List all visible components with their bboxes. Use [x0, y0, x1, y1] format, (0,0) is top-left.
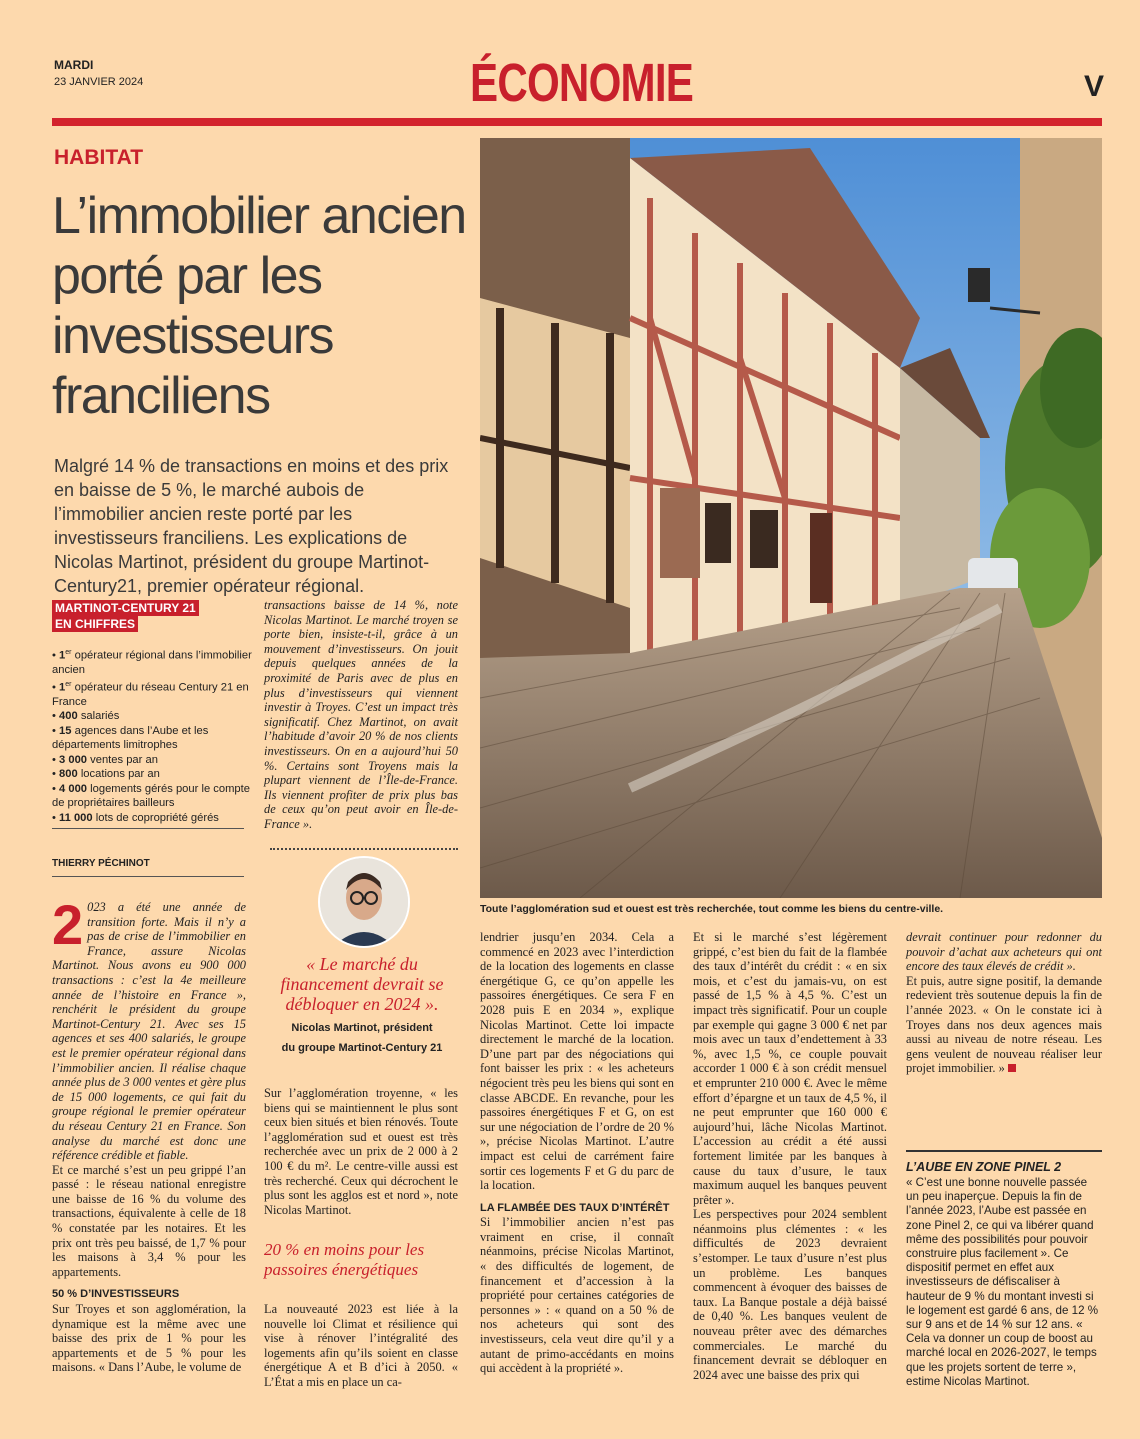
col2-paragraph-3: La nouveauté 2023 est liée à la nouvelle loi Climat et résilience qui vise à rénover l’intégralité des logements afin qu’ils soient en classe énergétique A et B d’ici à 2050. « L’État a mis en place un ca-: [264, 1302, 458, 1389]
article-headline: L’immobilier ancien porté par les investisseurs franciliens: [52, 187, 466, 425]
col1-subhead: 50 % D’INVESTISSEURS: [52, 1288, 180, 1301]
byline: THIERRY PÉCHINOT: [52, 858, 150, 869]
quote-rule: [270, 848, 458, 850]
col5-paragraph-2-text: Et puis, autre signe positif, la demande redevient très soutenue depuis la fin de l’année 2023. « On le constate ici à Troyes dans nos deux agences mais aussi au niveau de notre réseau. Les gens veulent de nouveau réaliser leur projet immobilier. »: [906, 973, 1102, 1076]
column-4: [693, 930, 887, 1382]
factbox-item-text: ventes par an: [90, 753, 158, 766]
section-title: ÉCONOMIE: [470, 53, 694, 113]
header-rule: [52, 118, 1102, 126]
col3-paragraph-2: Si l’immobilier ancien n’est pas vraiment en crise, il connaît néanmoins, précise Nicolas Martinot, « des difficultés de logement, de financement et d’accession à la propriété pour certaines catégories de personnes » : « quand on a 50 % de nos acheteurs qui sont des investisseurs, cela veut dire qu’il y a autant de primo-accédants en moins qui accèdent à la propriété ».: [480, 1215, 674, 1376]
factbox-item: • 4 000 logements gérés pour le compte de propriétaires bailleurs: [52, 782, 250, 810]
factbox-item: • 400 salariés: [52, 710, 120, 723]
col3-subhead: LA FLAMBÉE DES TAUX D’INTÉRÊT: [480, 1201, 670, 1214]
factbox-item: • 1er opérateur du réseau Century 21 en France: [52, 680, 249, 708]
col2-paragraph-2: Sur l’agglomération troyenne, « les biens qui se maintiennent le plus sont ceux bien situés et bien rénovés. Toute l’agglomération sud et ouest est très recherchée avec un prix de 2 000 à 2 100 € du m². Le centre-ville aussi est très recherché. Ceux qui décrochent le plus sont les agglos est et nord », note Nicolas Martinot.: [264, 1086, 458, 1217]
article-standfirst: Malgré 14 % de transactions en moins et des prix en baisse de 5 %, le marché aubois de l’immobilier ancien reste porté par les investisseurs franciliens. Les explications de Nicolas Martinot, président du groupe Martinot-Century21, premier opérateur régional.: [54, 456, 449, 596]
factbox-item-number: 3 000: [59, 753, 88, 766]
factbox-item-text: salariés: [80, 710, 120, 723]
factbox-item: • 15 agences dans l’Aube et les départements limitrophes: [52, 724, 209, 752]
page-mark: V: [1084, 70, 1105, 103]
factbox-item-text: locations par an: [80, 768, 160, 781]
portrait-photo: [318, 856, 410, 948]
column-2-bottom: [264, 1086, 458, 1217]
factbox-item-suffix: er: [65, 649, 72, 656]
column-2-end: [264, 1302, 458, 1390]
col1-paragraph-1: 023 a été une année de transition forte. Mais il n’y a pas de crise de l’immobilier en France, assure Nicolas Martinot. Nous avons eu 900 000 transactions : c’est la 4e meilleure année de l’histoire en France », renchérit le président du groupe Martinot-Century 21. Avec ses 15 agences et ses 400 salariés, le groupe est le premier opérateur régional dans l’immobilier ancien. Il réalise chaque année plus de 3 000 ventes et gère plus de 15 000 logements, ce qui fait du groupe régional le premier opérateur du réseau Century 21 en France. Son analyse du marché est donc une référence crédible et fiable.: [52, 900, 246, 1163]
factbox-rule: [52, 828, 244, 829]
col1-paragraph-3: Sur Troyes et son agglomération, la dynamique est la même avec une baisse des prix de 1 % pour les appartements et de 5 % pour les maisons. « Dans l’Aube, le volume de: [52, 1302, 246, 1375]
article-kicker: HABITAT: [54, 146, 144, 169]
col3-paragraph-1: lendrier jusqu’en 2034. Cela a commencé en 2023 avec l’interdiction de la location des logements en classe énergétique G, ce qu’on appelle les passoires énergétiques. Ce sera F en 2028 puis E en 2034 », explique Nicolas Martinot. Cette loi impacte directement le marché de la location. D’une part par des négociations qui font baisser les prix : « les acheteurs négocient très peu les biens qui sont en classe ABCDE. En revanche, pour les passoires énergétiques F et G, on est sur une négociation de l’ordre de 20 % », précise Nicolas Martinot. L’autre impact est celui de carrément faire sortir ces logements F et G du parc de la location.: [480, 930, 674, 1193]
factbox-item-number: 15: [59, 724, 72, 737]
factbox-title: [52, 600, 199, 632]
factbox-item-number: 11 000: [59, 811, 93, 824]
factbox-item: • 11 000 lots de copropriété gérés: [52, 811, 219, 824]
pull-quote: « Le marché du financement devrait se débloquer en 2024 ».: [280, 954, 444, 1014]
end-mark: [1008, 1064, 1016, 1072]
pull-quote-attribution-line2: du groupe Martinot-Century 21: [281, 1042, 443, 1054]
street-illustration: [480, 138, 1102, 898]
column-3: [480, 930, 674, 1376]
factbox-item-text: opérateur du réseau Century 21 en France: [52, 681, 249, 708]
column-2-top: [264, 598, 458, 832]
article-photo: [480, 138, 1102, 898]
factbox-item-number: 800: [59, 768, 78, 781]
col2-paragraph-1: transactions baisse de 14 %, note Nicolas Martinot. Le marché troyen se porte bien, insiste-t-il, grâce à un mouvement d’investisseurs. On jouit depuis quelques années de la proximité de Paris avec de plus en plus d’investisseurs qui viennent investir à Troyes. C’est un impact très significatif. Chez Martinot, on avait l’habitude d’avoir 20 % de nos clients investisseurs. On en a aujourd’hui 50 %. Certains sont Troyens mais la plupart viennent de l’Île-de-France. Ils viennent profiter de prix plus bas de ceux qu’on peut avoir en Île-de-France ».: [264, 598, 458, 831]
factbox-item-number: 400: [59, 710, 78, 723]
factbox-item-number: 1: [59, 649, 66, 662]
col5-paragraph-1: devrait continuer pour redonner du pouvoir d’achat aux acheteurs qui ont encore des taux élevés de crédit ».: [906, 930, 1102, 974]
col4-paragraph-1: Et si le marché s’est légèrement grippé, c’est bien du fait de la flambée des taux d’intérêt du crédit : « en six mois, et c’est du jamais-vu, on est passé de 1,5 % à 4,5 %. C’est un impact très significatif. Pour un couple par exemple qui gagne 3 000 € net par mois avec un taux d’endettement à 33 %, avec 1,5 %, ce couple pouvait accorder 1 000 € à son crédit mensuel et emprunter 210 000 €. Avec le même effort d’épargne et un taux de 4,5 %, il ne peut emprunter que 160 000 € aujourd’hui, lâche Nicolas Martinot. L’accession au crédit a été aussi fortement limitée par les banques à cause du taux d’usure, le taux maximum auquel les banques peuvent prêter ».: [693, 930, 887, 1207]
factbox-item-text: agences dans l’Aube et les départements limitrophes: [52, 724, 209, 752]
col5-paragraph-2: [906, 974, 1102, 1076]
col4-paragraph-2: Les perspectives pour 2024 semblent néanmoins plus clémentes : « les difficultés de 2023 devraient s’estomper. Le taux d’usure n’est plus un problème. Les banques commencent à évoquer des baisses de taux. La Banque postale a déjà baissé de 0,40 %. Les banques veulent de nouveau prêter avec des démarches commerciales. Le marché du financement devrait se débloquer en 2024 avec une baisse des prix qui: [693, 1207, 887, 1382]
col2-subhead: 20 % en moins pour les passoires énergétiques: [264, 1240, 425, 1279]
factbox-item: • 800 locations par an: [52, 768, 160, 781]
factbox-item-text: opérateur régional dans l’immobilier ancien: [52, 649, 252, 677]
factbox-item: • 1er opérateur régional dans l’immobilier ancien: [52, 649, 252, 677]
pull-quote-attribution-line1: Nicolas Martinot, président: [291, 1022, 433, 1034]
factbox-list: [52, 646, 252, 825]
factbox-title-line1: MARTINOT-CENTURY 21: [52, 600, 199, 616]
factbox-item: • 3 000 ventes par an: [52, 753, 158, 766]
box-title: L’AUBE EN ZONE PINEL 2: [906, 1160, 1062, 1174]
portrait-illustration: [320, 858, 408, 946]
column-1: [52, 893, 246, 1375]
photo-caption: Toute l’agglomération sud et ouest est très recherchée, tout comme les biens du centre-ville.: [480, 903, 944, 915]
factbox-item-number: 1: [59, 681, 66, 694]
column-5: [906, 930, 1102, 1076]
pull-quote-attribution: [262, 1018, 462, 1058]
byline-rule: [52, 876, 244, 877]
box-rule: [906, 1150, 1102, 1152]
edition-date: 23 JANVIER 2024: [54, 76, 144, 88]
box-text: « C’est une bonne nouvelle passée un peu inaperçue. Depuis la fin de l’année 2023, l’Aube est passée en zone Pinel 2, ce qui va libérer quand même des possibilités pour pouvoir construire plus facilement ». Ce dispositif permet en effet aux investisseurs de défiscaliser à hauteur de 9 % du montant investi si le logement est gardé 6 ans, de 12 % sur 9 ans et de 14 % sur 12 ans. « Cela va donner un coup de boost au marché local en 2026-2027, le temps que les projets sortent de terre », estime Nicolas Martinot.: [906, 1176, 1099, 1388]
factbox-item-number: 4 000: [59, 782, 88, 795]
drop-cap: 2: [52, 893, 84, 956]
factbox-title-line2: EN CHIFFRES: [52, 616, 138, 632]
col1-paragraph-2: Et ce marché s’est un peu grippé l’an passé : le réseau national enregistre une baisse de 16 % du volume des transactions, équivalente à celle de 18 % constatée par les notaires. Et les prix ont très peu baissé, de 1,7 % pour les maisons à 3,4 % pour les appartements.: [52, 1162, 246, 1279]
factbox-item-suffix: er: [65, 680, 72, 688]
edition-day: MARDI: [54, 58, 94, 72]
factbox-item-text: logements gérés pour le compte de propriétaires bailleurs: [52, 782, 250, 810]
factbox-item-text: lots de copropriété gérés: [95, 811, 219, 824]
